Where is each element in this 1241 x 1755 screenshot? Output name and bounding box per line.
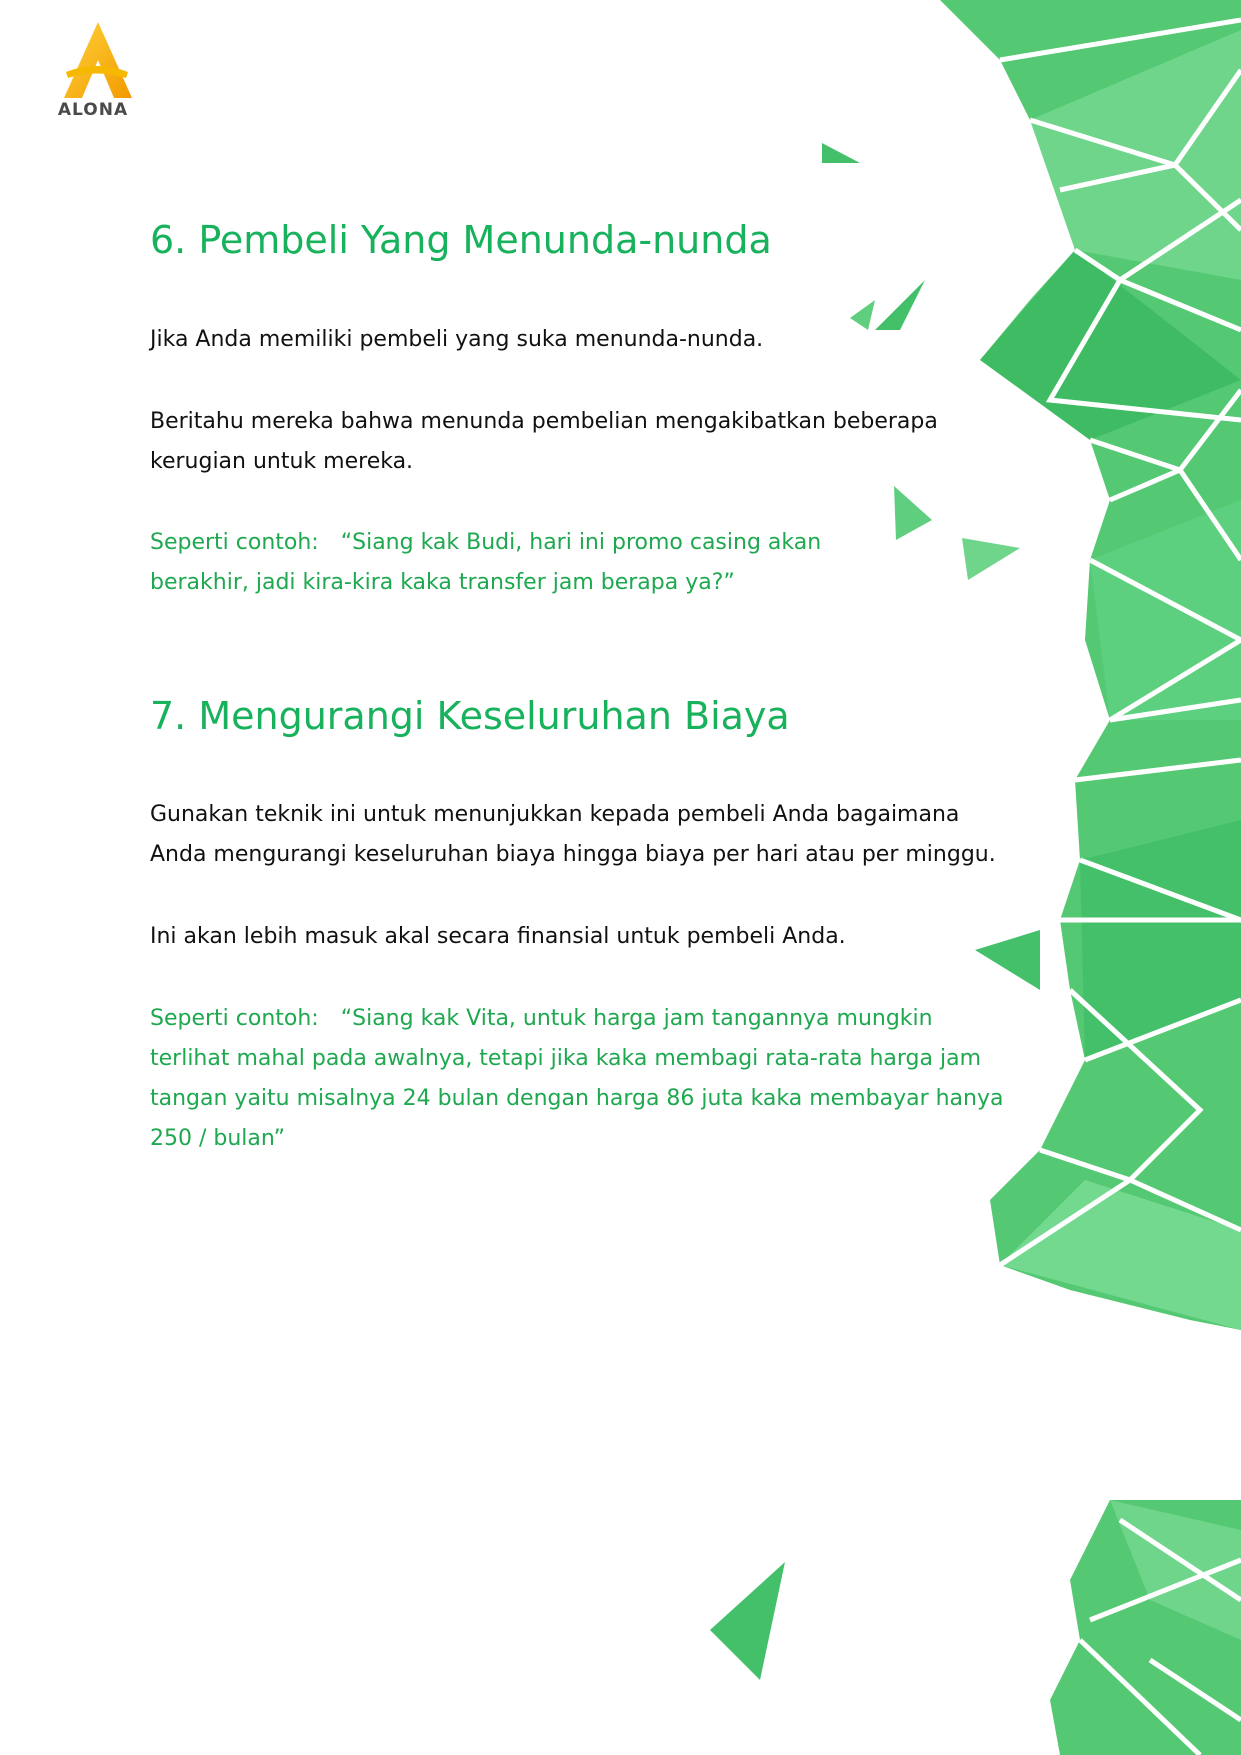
example-quote: “Siang kak Vita, untuk harga jam tangannya mungkin	[340, 1006, 933, 1031]
paragraph-line: Anda mengurangi keseluruhan biaya hingga biaya per hari atau per minggu.	[150, 842, 996, 867]
example-label: Seperti contoh:	[150, 530, 319, 555]
paragraph-line: Gunakan teknik ini untuk menunjukkan kepada pembeli Anda bagaimana	[150, 802, 960, 827]
section-heading: 7. Mengurangi Keseluruhan Biaya	[150, 694, 790, 738]
example-line	[150, 523, 821, 563]
example-quote: “Siang kak Budi, hari ini promo casing akan	[340, 530, 822, 555]
logo-text: ALONA	[57, 100, 129, 120]
section-heading: 6. Pembeli Yang Menunda-nunda	[150, 218, 772, 262]
paragraph-line: Jika Anda memiliki pembeli yang suka menunda-nunda.	[150, 327, 764, 352]
paragraph-line: kerugian untuk mereka.	[150, 449, 414, 474]
example-line: 250 / bulan”	[150, 1126, 286, 1151]
paragraph-line: Ini akan lebih masuk akal secara finansial untuk pembeli Anda.	[150, 924, 846, 949]
example-line: terlihat mahal pada awalnya, tetapi jika kaka membagi rata-rata harga jam	[150, 1046, 982, 1071]
example-line: berakhir, jadi kira-kira kaka transfer jam berapa ya?”	[150, 570, 735, 595]
example-label: Seperti contoh:	[150, 1006, 319, 1031]
example-line: tangan yaitu misalnya 24 bulan dengan harga 86 juta kaka membayar hanya	[150, 1086, 1004, 1111]
example-line	[150, 999, 933, 1039]
paragraph-line: Beritahu mereka bahwa menunda pembelian mengakibatkan beberapa	[150, 409, 938, 434]
